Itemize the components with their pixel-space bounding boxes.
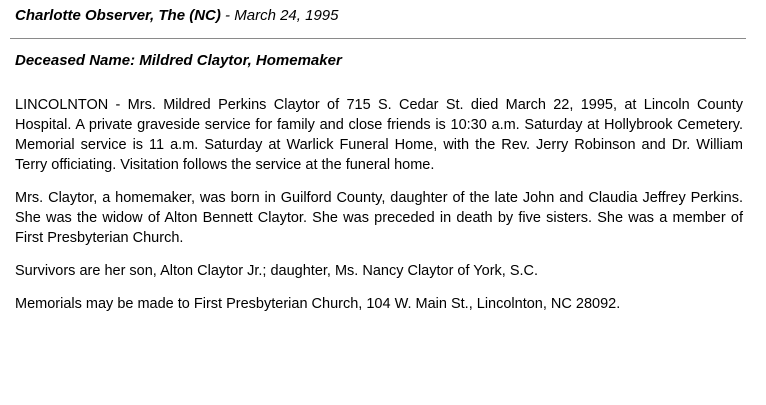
publication-date: March 24, 1995 — [234, 7, 339, 24]
obituary-paragraph-biography: Mrs. Claytor, a homemaker, was born in Guilford County, daughter of the late John and Claudia Jeffrey Perkins. She was the widow of Alton Bennett Claytor. She was preceded in death by five sisters. She was a member of First Presbyterian Church. — [15, 190, 743, 246]
deceased-name-heading: Deceased Name: Mildred Claytor, Homemaker — [15, 52, 342, 69]
publication-source: Charlotte Observer, The (NC) — [15, 7, 221, 24]
obituary-paragraph-memorials: Memorials may be made to First Presbyterian Church, 104 W. Main St., Lincolnton, NC 28092. — [15, 296, 621, 312]
publication-header — [15, 7, 338, 24]
obituary-body — [15, 95, 743, 327]
header-divider — [10, 38, 746, 39]
obituary-paragraph-death-notice: LINCOLNTON - Mrs. Mildred Perkins Claytor of 715 S. Cedar St. died March 22, 1995, at Lincoln County Hospital. A private graveside service for family and close friends is 10:30 a.m. Saturday at Hollybrook Cemetery. Memorial service is 11 a.m. Saturday at Warlick Funeral Home, with the Rev. Jerry Robinson and Dr. William Terry officiating. Visitation follows the service at the funeral home. — [15, 97, 743, 173]
header-separator: - — [220, 7, 235, 24]
obituary-paragraph-survivors: Survivors are her son, Alton Claytor Jr.; daughter, Ms. Nancy Claytor of York, S.C. — [15, 263, 539, 279]
